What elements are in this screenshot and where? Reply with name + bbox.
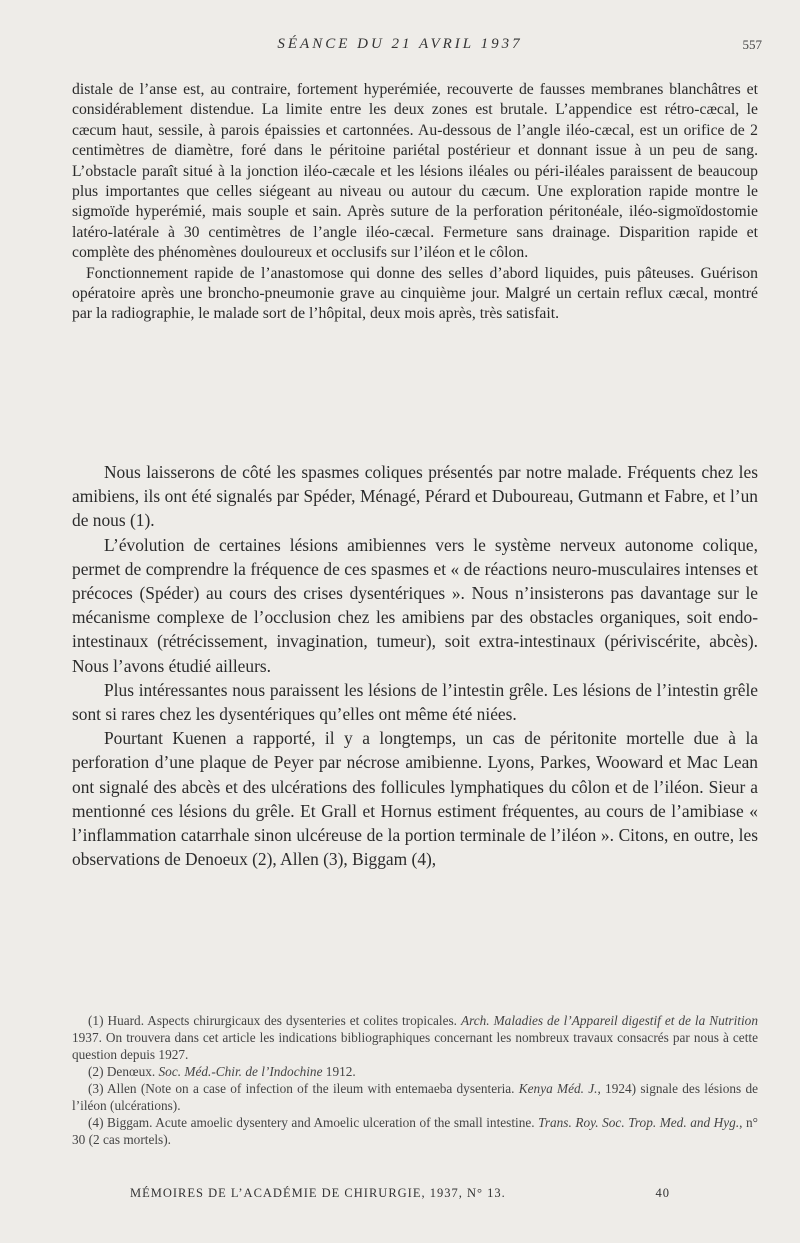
case-paragraph: Fonctionnement rapide de l’anastomose qui donne des selles d’abord liquides, puis pâteuses. Guérison opératoire après une broncho-pneumonie grave au cinquième jour. Malgré un certain reflux cæcal, montré par la radiographie, le malade sort de l’hôpital, deux mois après, très satisfait. <box>72 264 758 323</box>
body-paragraph: L’évolution de certaines lésions amibiennes vers le système nerveux autonome colique, permet de comprendre la fréquence de ces spasmes et « de réactions neuro-musculaires intenses et précoces (Spéder) au cours des crises dysentériques ». Nous n’insisterons pas davantage sur le mécanisme complexe de l’occlusion chez les amibiens par des obstacles organiques, soit endo-intestinaux (rétrécissement, invagination, tumeur), soit extra-intestinaux (périviscérite, abcès). Nous l’avons étudié ailleurs. <box>72 534 758 676</box>
page-number: 557 <box>742 37 762 52</box>
case-report-text <box>72 80 758 325</box>
body-paragraph: Pourtant Kuenen a rapporté, il y a longtemps, un cas de péritonite mortelle due à la perforation d’une plaque de Peyer par nécrose amibienne. Lyons, Parkes, Wooward et Mac Lean ont signalé des abcès et des ulcérations des follicules lymphatiques du côlon et de l’iléon. Sieur a mentionné ces lésions du grêle. Et Grall et Hornus estiment fréquentes, au cours de l’amibiase « l’inflammation catarrhale sinon ulcéreuse de la portion terminale de l’iléon ». Citons, en outre, les observations de Denoeux (2), Allen (3), Biggam (4), <box>72 728 758 870</box>
footnote: (3) Allen (Note on a case of infection of the ileum with entemaeba dysenteria. Kenya Méd. J., 1924) signale des lésions de l’iléon (ulcérations). <box>72 1081 759 1113</box>
page-footer <box>130 1186 670 1204</box>
footer-journal: MÉMOIRES DE L’ACADÉMIE DE CHIRURGIE, 1937, N° 13. <box>130 1186 506 1200</box>
running-head <box>0 36 800 58</box>
footnote: (1) Huard. Aspects chirurgicaux des dysenteries et colites tropicales. Arch. Maladies de l’Appareil digestif et de la Nutrition 1937. On trouvera dans cet article les indications bibliographiques concernant les nombreux travaux consacrés par nous à cette question depuis 1927. <box>72 1013 758 1062</box>
footnotes <box>72 1012 758 1148</box>
running-title: SÉANCE DU 21 AVRIL 1937 <box>277 36 523 52</box>
footer-signature: 40 <box>655 1186 670 1200</box>
body-paragraph: Plus intéressantes nous paraissent les lésions de l’intestin grêle. Les lésions de l’intestin grêle sont si rares chez les dysentériques qu’elles ont même été niées. <box>72 679 758 725</box>
discussion-text <box>72 460 758 871</box>
footnote: (2) Denœux. Soc. Méd.-Chir. de l’Indochine 1912. <box>88 1064 356 1079</box>
footnote: (4) Biggam. Acute amoelic dysentery and Amoelic ulceration of the small intestine. Trans. Roy. Soc. Trop. Med. and Hyg., n° 30 (2 cas mortels). <box>72 1115 759 1147</box>
case-paragraph: distale de l’anse est, au contraire, fortement hyperémiée, recouverte de fausses membranes blanchâtres et considérablement distendue. La limite entre les deux zones est brutale. L’appendice est rétro-cæcal, le cæcum haut, sessile, à parois épaissies et cartonnées. Au-dessous de l’angle iléo-cæcal, est un orifice de 2 centimètres de diamètre, foré dans le péritoine pariétal postérieur et donnant issue à un peu de sang. L’obstacle paraît situé à la jonction iléo-cæcale et les lésions iléales ou péri-iléales paraissent de beaucoup plus importantes que celles siégeant au niveau ou autour du cæcum. Une exploration rapide montre le sigmoïde hyperémié, mais souple et sain. Après suture de la perforation péritonéale, iléo-sigmoïdostomie latéro-latérale à 30 centimètres de l’angle iléo-cæcal. Fermeture sans drainage. Disparition rapide et complète des phénomènes douloureux et occlusifs sur l’iléon et le côlon. <box>72 81 758 262</box>
body-paragraph: Nous laisserons de côté les spasmes coliques présentés par notre malade. Fréquents chez les amibiens, ils ont été signalés par Spéder, Ménagé, Pérard et Duboureau, Gutmann et Fabre, et l’un de nous (1). <box>72 462 758 531</box>
